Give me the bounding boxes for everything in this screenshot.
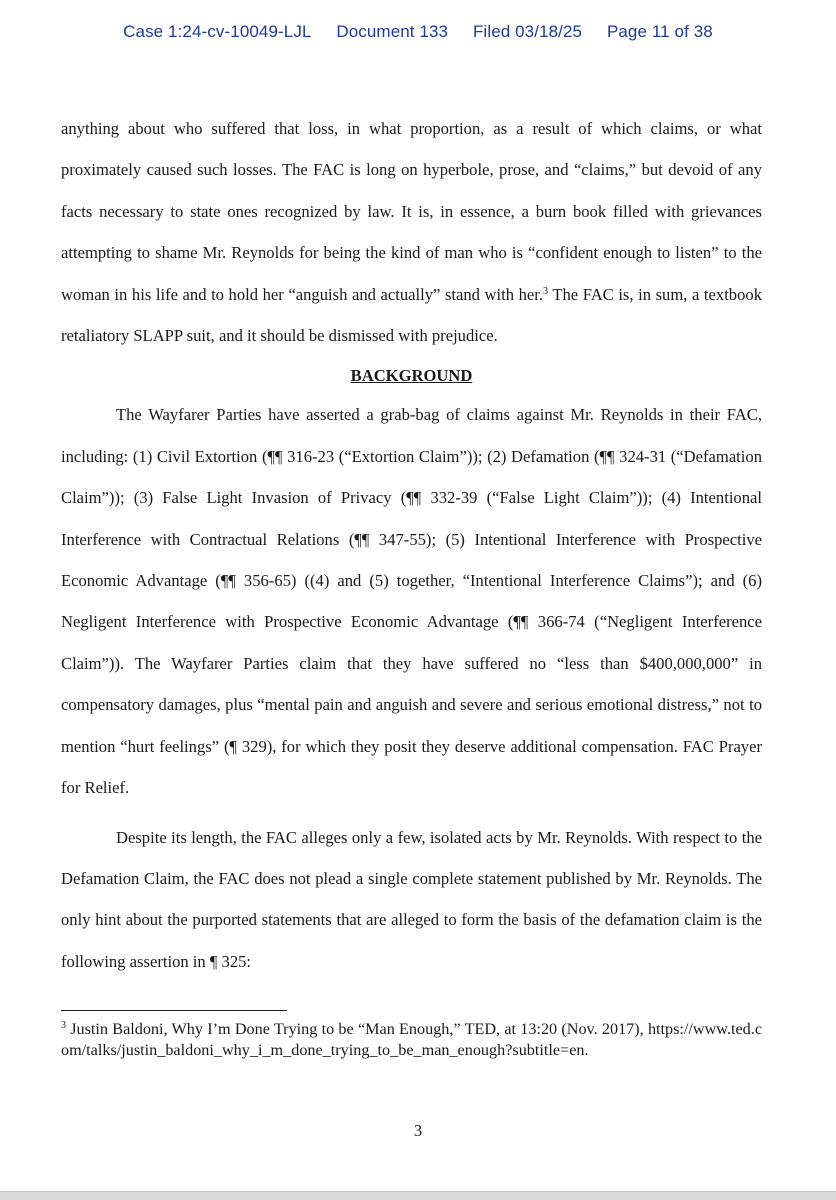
section-heading: BACKGROUND bbox=[350, 366, 473, 386]
paragraph-text: anything about who suffered that loss, in what proportion, as a result of which claims, or what proximately caused such losses. The FAC is long on hyperbole, prose, and “claims,” but devoid of any facts necessary to state ones recognized by law. It is, in essence, a burn book filled with grievances attempting to shame Mr. Reynolds for being the kind of man who is “confident enough to listen” to the woman in his life and to hold her “anguish and actually” stand with her. bbox=[61, 119, 762, 304]
page-indicator: Page 11 of 38 bbox=[606, 22, 713, 41]
page-edge bbox=[0, 1191, 836, 1200]
footnote bbox=[61, 1019, 762, 1061]
document-header bbox=[0, 22, 836, 42]
paragraph-continuation bbox=[61, 108, 762, 356]
document-body bbox=[61, 108, 762, 982]
document-number: Document 133 bbox=[336, 22, 449, 41]
case-number: Case 1:24-cv-10049-LJL bbox=[123, 22, 312, 41]
paragraph-text: The FAC is, in sum, a textbook retaliatory SLAPP suit, and it should be dismissed with prejudice. bbox=[61, 284, 762, 346]
paragraph-defamation: Despite its length, the FAC alleges only a few, isolated acts by Mr. Reynolds. With respect to the Defamation Claim, the FAC does not plead a single complete statement published by Mr. Reynolds. The only hint about the purported statements that are alleged to form the basis of the defamation claim is the following assertion in ¶ 325: bbox=[61, 827, 762, 971]
filed-date: Filed 03/18/25 bbox=[472, 22, 583, 41]
paragraph-claims: The Wayfarer Parties have asserted a grab-bag of claims against Mr. Reynolds in their FAC, including: (1) Civil Extortion (¶¶ 316-23 (“Extortion Claim”)); (2) Defamation (¶¶ 324-31 (“Defamation Claim”)); (3) False Light Invasion of Privacy (¶¶ 332-39 (“False Light Claim”)); (4) Intentional Interference with Contractual Relations (¶¶ 347-55); (5) Intentional Interference with Prospective Economic Advantage (¶¶ 356-65) ((4) and (5) together, “Intentional Interference Claims”); and (6) Negligent Interference with Prospective Economic Advantage (¶¶ 366-74 (“Negligent Interference Claim”)). The Wayfarer Parties claim that they have suffered no “less than $400,000,000” in compensatory damages, plus “mental pain and anguish and severe and serious emotional distress,” not to mention “hurt feelings” (¶ 329), for which they posit they deserve additional compensation. FAC Prayer for Relief. bbox=[61, 405, 762, 798]
footnote-reference: 3 bbox=[543, 285, 549, 297]
footnote-url: https://www.ted.com/talks/justin_baldoni_why_i_m_done_trying_to_be_man_enough?subtitle=en. bbox=[61, 1020, 762, 1059]
page-number: 3 bbox=[413, 1121, 423, 1140]
footnote-separator bbox=[61, 1010, 287, 1011]
footnote-text: Justin Baldoni, Why I’m Done Trying to be “Man Enough,” TED, at 13:20 (Nov. 2017), bbox=[66, 1020, 648, 1038]
footnote-marker: 3 bbox=[61, 1020, 66, 1031]
